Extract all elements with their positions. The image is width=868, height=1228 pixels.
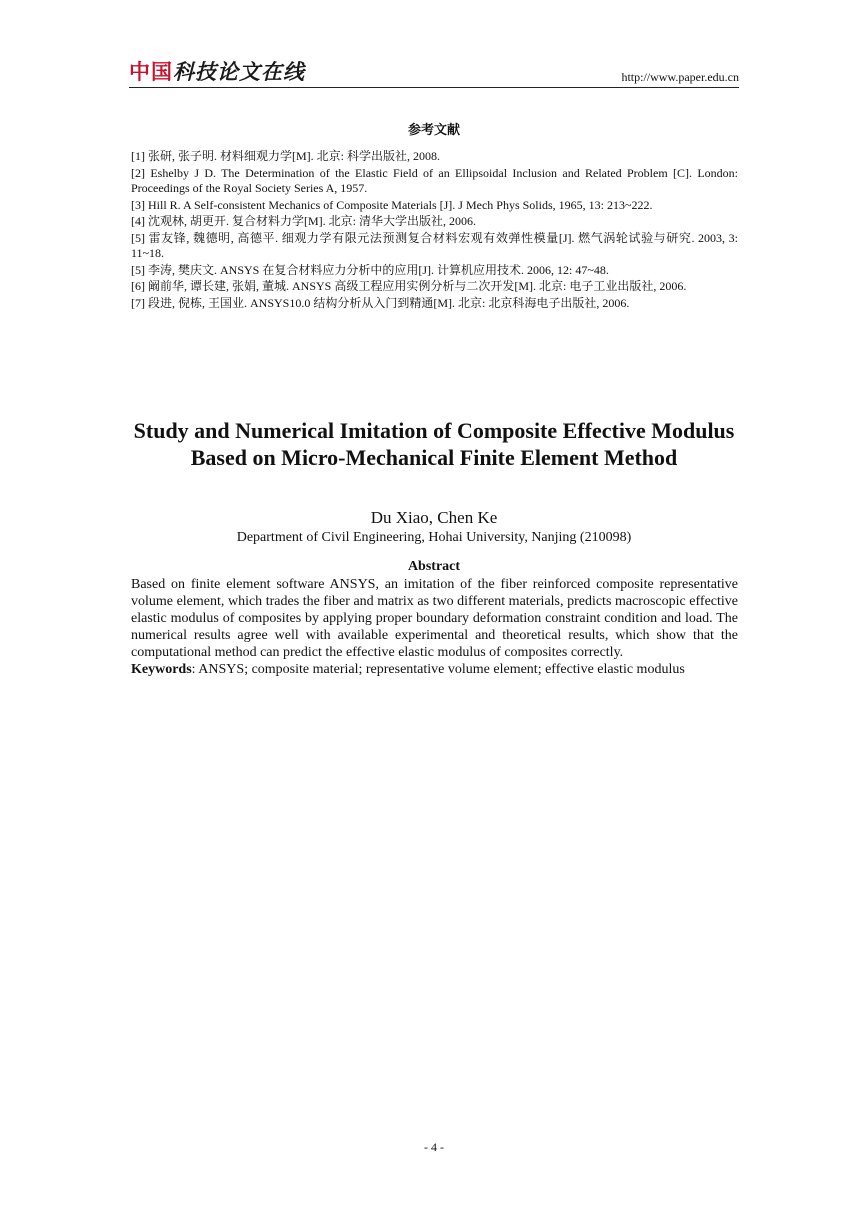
paper-authors: Du Xiao, Chen Ke — [370, 508, 498, 527]
reference-item: [2] Eshelby J D. The Determination of the Elastic Field of an Ellipsoidal Inclusion and Related Problem [C]. London: Proceedings of the Royal Society Series A, 1957. — [131, 165, 738, 195]
site-logo — [129, 60, 305, 84]
reference-item: [1] 张研, 张子明. 材料细观力学[M]. 北京: 科学出版社, 2008. — [131, 149, 440, 163]
abstract-block — [131, 576, 738, 678]
reference-item: [6] 阚前华, 谭长建, 张娟, 董城. ANSYS 高级工程应用实例分析与二次开发[M]. 北京: 电子工业出版社, 2006. — [131, 279, 687, 293]
reference-item: [3] Hill R. A Self-consistent Mechanics of Composite Materials [J]. J Mech Phys Solids, 1965, 13: 213~222. — [131, 197, 653, 212]
paper-affiliation: Department of Civil Engineering, Hohai University, Nanjing (210098) — [236, 530, 632, 545]
reference-item: [4] 沈观林, 胡更开. 复合材料力学[M]. 北京: 清华大学出版社, 2006. — [131, 214, 476, 228]
page-number: - 4 - — [424, 1140, 444, 1154]
reference-list — [131, 149, 738, 312]
logo-part-china: 中国 — [129, 60, 173, 84]
abstract-heading: Abstract — [407, 559, 461, 574]
paper-title: Study and Numerical Imitation of Composite Effective Modulus Based on Micro-Mechanical Finite Element Method — [133, 418, 735, 470]
reference-item: [5] 雷友锋, 魏德明, 高德平. 细观力学有限元法预测复合材料宏观有效弹性模量[J]. 燃气涡轮试验与研究. 2003, 3: 11~18. — [131, 230, 738, 260]
header-url[interactable]: http://www.paper.edu.cn — [621, 70, 739, 84]
reference-item: [5] 李涛, 樊庆文. ANSYS 在复合材料应力分析中的应用[J]. 计算机应用技术. 2006, 12: 47~48. — [131, 262, 609, 277]
reference-item: [7] 段进, 倪栋, 王国业. ANSYS10.0 结构分析从入门到精通[M]. 北京: 北京科海电子出版社, 2006. — [131, 295, 630, 310]
keywords-text: : ANSYS; composite material; representative volume element; effective elastic modulus — [191, 662, 685, 677]
logo-part-sci-paper-online: 科技论文在线 — [173, 60, 305, 84]
references-heading: 参考文献 — [407, 123, 460, 138]
abstract-text: Based on finite element software ANSYS, an imitation of the fiber reinforced composite representative volume element, which trades the fiber and matrix as two different materials, predicts macroscopic effective elastic modulus of composites by applying proper boundary deformation constraint condition and load. The numerical results agree well with available experimental and theoretical results, which show that the computational method can predict the effective elastic modulus of composites correctly. — [131, 577, 738, 660]
keywords-label: Keywords — [131, 662, 192, 677]
keywords-line — [131, 661, 738, 678]
page-header — [129, 60, 739, 88]
